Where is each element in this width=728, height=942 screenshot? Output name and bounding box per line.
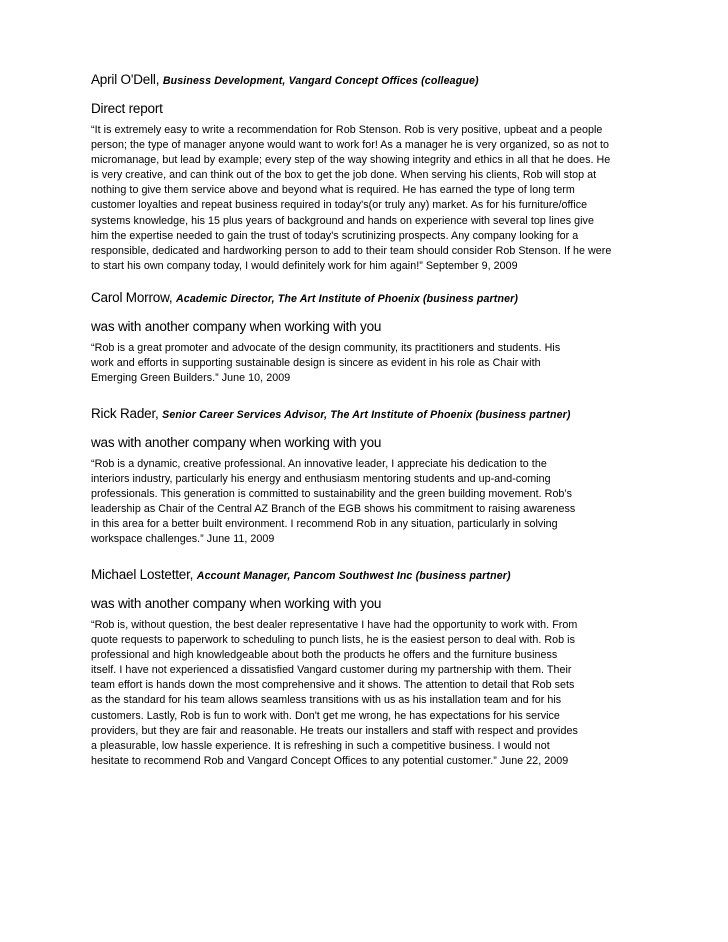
relationship-line: was with another company when working with you: [91, 596, 382, 611]
quote-line: in this area for a better built environment. I recommend Rob in any situation, particularly in solving: [91, 518, 558, 531]
comma: ,: [168, 290, 173, 305]
comma: ,: [155, 72, 160, 87]
recommender-role: Senior Career Services Advisor, The Art Institute of Phoenix (business partner): [162, 409, 571, 421]
quote-line: customers. Lastly, Rob is fun to work with. Don't get me wrong, he has expectations for his service: [91, 709, 560, 722]
quote-line: nothing to give them service above and beyond what is required. He has earned the type of long term: [91, 184, 575, 197]
recommendation-quote: [91, 618, 671, 769]
comma: ,: [189, 567, 194, 582]
recommender-name: Carol Morrow: [91, 290, 169, 305]
quote-line: to start his own company today, I would definitely work for him again!” September 9, 2009: [91, 259, 518, 272]
quote-line: interiors industry, particularly his energy and enthusiasm mentoring students and up-and-coming: [91, 473, 551, 486]
recommendation-carol-morrow: [91, 289, 671, 386]
recommendation-michael-lostetter: [91, 566, 671, 769]
quote-line: micromanage, but lead by example; every step of the way showing integrity and ethics in all that he does. He: [91, 154, 611, 167]
quote-line: responsible, dedicated and hardworking person to add to their team should consider Rob Stenson. If he were: [91, 244, 612, 257]
quote-line: person; the type of manager anyone would want to work for! As a manager he is very organized, so as not to: [91, 139, 609, 152]
quote-line: customer loyalties and repeat business required in today's(or truly any) market. As for his furniture/office: [91, 199, 588, 212]
recommender-heading: [91, 566, 671, 585]
recommendation-april-odell: [91, 71, 671, 274]
quote-line: Emerging Green Builders.” June 10, 2009: [91, 372, 291, 385]
quote-line: as the standard for his team allows seamless transitions with us as his installation team and for his: [91, 694, 562, 707]
recommendation-quote: [91, 457, 671, 548]
recommendation-rick-rader: [91, 405, 671, 548]
quote-line: providers, but they are fair and reasonable. He treats our installers and staff with respect and provides: [91, 724, 578, 737]
comma: ,: [155, 406, 159, 421]
recommender-role: Academic Director, The Art Institute of Phoenix (business partner): [176, 293, 519, 305]
recommender-role: Business Development, Vangard Concept Offices (colleague): [162, 75, 479, 87]
quote-line: “It is extremely easy to write a recommendation for Rob Stenson. Rob is very positive, upbeat and a people: [91, 124, 603, 136]
relationship-line: was with another company when working with you: [91, 319, 382, 334]
quote-line: “Rob is a dynamic, creative professional. An innovative leader, I appreciate his dedication to the: [91, 458, 547, 470]
quote-line: quote requests to paperwork to scheduling to punch lists, he is the easiest person to deal with. Rob is: [91, 634, 575, 647]
recommender-heading: [91, 405, 671, 424]
recommender-name: Rick Rader: [91, 406, 156, 421]
quote-line: team effort is hands down the most comprehensive and it shows. The attention to detail that Rob sets: [91, 679, 575, 692]
quote-line: “Rob is a great promoter and advocate of the design community, its practitioners and students. His: [91, 342, 561, 354]
recommender-name: Michael Lostetter: [91, 567, 190, 582]
quote-line: hesitate to recommend Rob and Vangard Concept Offices to any potential customer.” June 22, 2009: [91, 754, 569, 767]
recommender-heading: [91, 71, 671, 90]
quote-line: him the expertise needed to gain the trust of today's scrutinizing prospects. Any company looking for a: [91, 229, 579, 242]
quote-line: professional and high knowledgeable about both the products he offers and the furniture business: [91, 649, 558, 662]
relationship-line: was with another company when working with you: [91, 435, 382, 450]
quote-line: professionals. This generation is committed to sustainability and the green building movement. Rob’s: [91, 488, 573, 501]
quote-line: a pleasurable, low hassle experience. It is refreshing in such a competitive business. I would not: [91, 739, 550, 752]
recommender-name: April O'Dell: [91, 72, 156, 87]
recommendation-quote: [91, 341, 671, 386]
recommender-role: Account Manager, Pancom Southwest Inc (business partner): [196, 570, 511, 582]
quote-line: is very creative, and can think out of the box to get the job done. When serving his clients, Rob will stop at: [91, 169, 597, 182]
quote-line: workspace challenges.” June 11, 2009: [91, 533, 275, 546]
quote-line: work and efforts in supporting sustainable design is sincere as evident in his role as Chair with: [91, 357, 541, 370]
relationship-line: Direct report: [91, 101, 163, 116]
recommendation-quote: [91, 123, 671, 274]
quote-line: leadership as Chair of the Central AZ Branch of the EGB shows his commitment to raising awareness: [91, 503, 576, 516]
quote-line: “Rob is, without question, the best dealer representative I have had the opportunity to work with. From: [91, 619, 578, 631]
quote-line: systems knowledge, his 15 plus years of background and hands on experience with several top lines give: [91, 214, 594, 227]
quote-line: itself. I have not experienced a dissatisfied Vangard customer during my partnership with them. Their: [91, 664, 572, 677]
recommender-heading: [91, 289, 671, 308]
